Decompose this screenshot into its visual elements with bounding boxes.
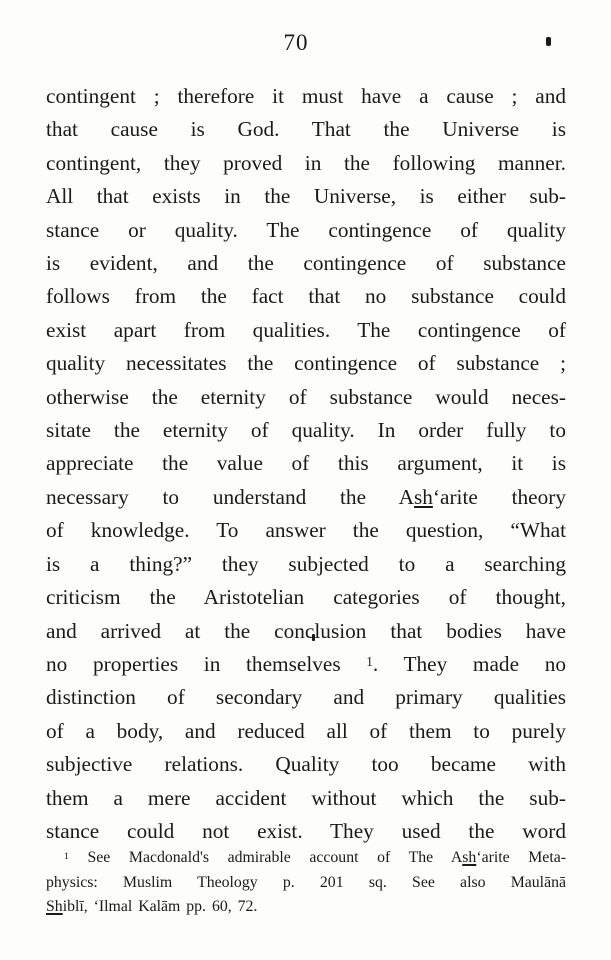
footnote xyxy=(46,846,566,920)
text-line: sitate the eternity of quality. In order fully to xyxy=(46,418,566,443)
body-text xyxy=(46,80,566,848)
text-line: necessary to understand the Ash‘arite theory xyxy=(46,484,566,509)
text-line: stance or quality. The contingence of quality xyxy=(46,217,566,242)
text-line: that cause is God. That the Universe is xyxy=(46,117,566,142)
text-line: otherwise the eternity of substance would neces- xyxy=(46,384,566,409)
text-line: and arrived at the conclusion that bodies have xyxy=(46,618,566,643)
text-line: of knowledge. To answer the question, “What xyxy=(46,518,566,543)
text-line: stance could not exist. They used the word xyxy=(46,818,566,843)
text-line: All that exists in the Universe, is either sub- xyxy=(46,184,566,209)
text-line: $^1$ See Macdonald's admirable account of The Ash‘arite Meta- xyxy=(64,849,566,866)
text-line: distinction of secondary and primary qualities xyxy=(46,685,566,710)
text-line: contingent, they proved in the following manner. xyxy=(46,150,566,175)
text-line: appreciate the value of this argument, it is xyxy=(46,451,566,476)
page-number: 70 xyxy=(283,30,309,55)
text-line: contingent ; therefore it must have a cause ; and xyxy=(46,84,566,108)
text-line: physics: Muslim Theology p. 201 sq. See also Maulānā xyxy=(46,873,566,891)
text-line: them a mere accident without which the sub- xyxy=(46,785,566,810)
text-line: of a body, and reduced all of them to purely xyxy=(46,718,566,743)
text-line: is evident, and the contingence of substance xyxy=(46,251,566,276)
text-line: no properties in themselves $^1$. They made no xyxy=(46,651,566,676)
text-line: follows from the fact that no substance could xyxy=(46,284,566,309)
text-line: quality necessitates the contingence of substance ; xyxy=(46,351,566,376)
ink-speck xyxy=(546,37,551,46)
text-line: exist apart from qualities. The contingence of xyxy=(46,317,566,342)
text-line: Shiblī, ‘Ilmal Kalām pp. 60, 72. xyxy=(46,898,258,915)
text-line: is a thing?” they subjected to a searching xyxy=(46,551,566,576)
text-line: subjective relations. Quality too became with xyxy=(46,752,566,777)
text-line: criticism the Aristotelian categories of thought, xyxy=(46,585,566,610)
